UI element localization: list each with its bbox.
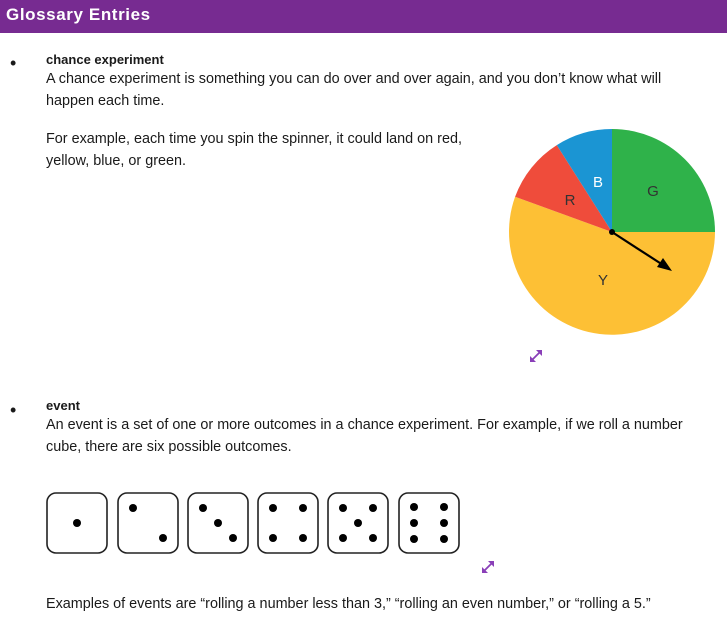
spinner-label-r: R [564, 192, 576, 209]
expand-icon[interactable] [528, 348, 544, 364]
example-chance-experiment: For example, each time you spin the spinner, it could land on red, yellow, blue, or green. [46, 131, 462, 169]
term-event: event [46, 398, 80, 413]
definition-chance-experiment: A chance experiment is something you can do over and over again, and you don’t know what will happen each time. [46, 71, 662, 109]
bullet-marker: • [10, 400, 17, 420]
bullet-marker: • [10, 53, 17, 73]
spinner-label-y: Y [597, 272, 609, 289]
die-face-5 [327, 492, 389, 554]
die-face-6 [398, 492, 460, 554]
expand-icon[interactable] [480, 559, 496, 575]
die-face-2 [117, 492, 179, 554]
example-event: Examples of events are “rolling a number less than 3,” “rolling an even number,” or “rolling a 5.” [46, 596, 651, 612]
die-face-3 [187, 492, 249, 554]
header-title: Glossary Entries [6, 5, 151, 24]
die-face-1 [46, 492, 108, 554]
spinner-center-dot [609, 229, 615, 235]
die-face-4 [257, 492, 319, 554]
spinner-label-g: G [647, 183, 659, 200]
spinner-label-b: B [592, 174, 604, 191]
spinner-figure [505, 125, 720, 340]
term-chance-experiment: chance experiment [46, 52, 164, 67]
definition-event: An event is a set of one or more outcomes in a chance experiment. For example, if we roll a number cube, there are six possible outcomes. [46, 417, 683, 455]
spinner-section-green [612, 129, 715, 232]
glossary-header [0, 0, 727, 33]
